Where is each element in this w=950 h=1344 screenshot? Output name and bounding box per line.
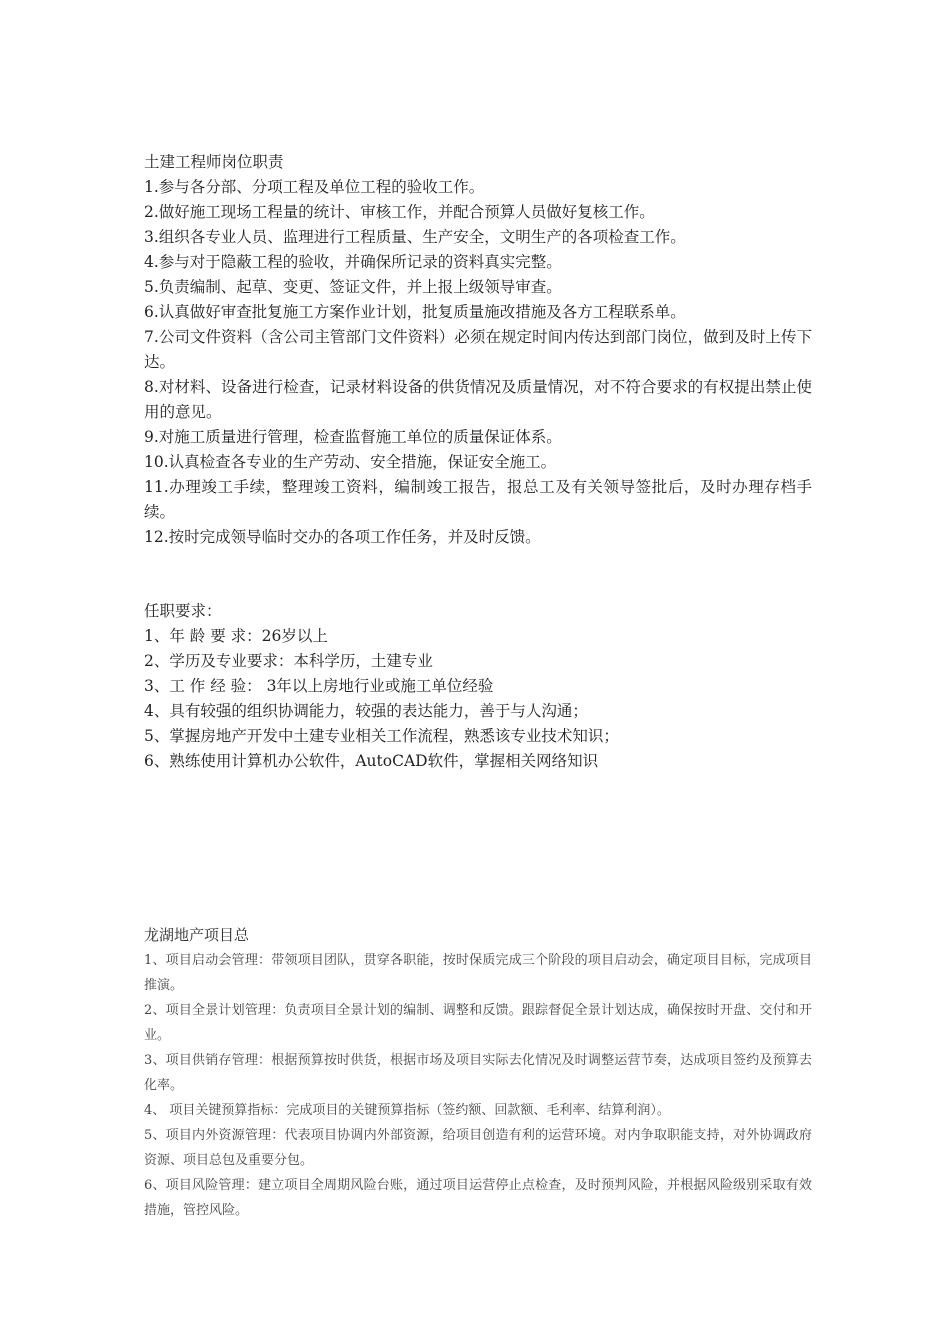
requirement-item: 6、熟练使用计算机办公软件，AutoCAD软件，掌握相关网络知识 [144, 752, 599, 770]
project-manager-section [144, 924, 814, 1223]
duty-item: 1.参与各分部、分项工程及单位工程的验收工作。 [144, 178, 485, 196]
duty-item: 2.做好施工现场工程量的统计、审核工作，并配合预算人员做好复核工作。 [144, 203, 655, 221]
duty-item: 10.认真检查各专业的生产劳动、安全措施，保证安全施工。 [144, 453, 557, 471]
requirement-item: 1、年 龄 要 求：26岁以上 [144, 627, 328, 645]
duty-item: 11.办理竣工手续，整理竣工资料，编制竣工报告，报总工及有关领导签批后，及时办理存档手续。 [144, 478, 812, 521]
requirements-title: 任职要求： [144, 602, 222, 620]
duty-item: 4.参与对于隐蔽工程的验收，并确保所记录的资料真实完整。 [144, 253, 562, 271]
requirement-item: 4、具有较强的组织协调能力，较强的表达能力，善于与人沟通； [144, 702, 588, 720]
responsibility-item: 1、项目启动会管理：带领项目团队，贯穿各职能，按时保质完成三个阶段的项目启动会，确定项目目标，完成项目推演。 [144, 953, 812, 993]
duty-item: 7.公司文件资料（含公司主管部门文件资料）必须在规定时间内传达到部门岗位，做到及时上传下达。 [144, 328, 812, 371]
responsibility-item: 3、项目供销存管理：根据预算按时供货，根据市场及项目实际去化情况及时调整运营节奏，达成项目签约及预算去化率。 [144, 1053, 812, 1093]
responsibility-item: 2、项目全景计划管理：负责项目全景计划的编制、调整和反馈。跟踪督促全景计划达成，确保按时开盘、交付和开业。 [144, 1003, 812, 1043]
duty-item: 6.认真做好审查批复施工方案作业计划，批复质量施改措施及各方工程联系单。 [144, 303, 686, 321]
project-manager-title: 龙湖地产项目总 [144, 926, 250, 944]
duty-item: 5.负责编制、起草、变更、签证文件，并上报上级领导审查。 [144, 278, 562, 296]
duty-item: 3.组织各专业人员、监理进行工程质量、生产安全，文明生产的各项检查工作。 [144, 228, 686, 246]
responsibility-item: 4、 项目关键预算指标：完成项目的关键预算指标（签约额、回款额、毛利率、结算利润）。 [144, 1103, 670, 1118]
requirement-item: 3、工 作 经 验： 3年以上房地行业或施工单位经验 [144, 677, 494, 695]
responsibility-item: 5、项目内外资源管理：代表项目协调内外部资源，给项目创造有利的运营环境。对内争取职能支持，对外协调政府资源、项目总包及重要分包。 [144, 1128, 812, 1168]
job-duties-section [144, 150, 814, 550]
duty-item: 9.对施工质量进行管理，检查监督施工单位的质量保证体系。 [144, 428, 562, 446]
duty-item: 8.对材料、设备进行检查，记录材料设备的供货情况及质量情况，对不符合要求的有权提出禁止使用的意见。 [144, 378, 812, 421]
job-duties-title: 土建工程师岗位职责 [144, 153, 284, 171]
requirement-item: 2、学历及专业要求：本科学历，土建专业 [144, 652, 433, 670]
duty-item: 12.按时完成领导临时交办的各项工作任务，并及时反馈。 [144, 528, 541, 546]
requirements-section [144, 599, 814, 774]
requirement-item: 5、掌握房地产开发中土建专业相关工作流程，熟悉该专业技术知识； [144, 727, 619, 745]
responsibility-item: 6、项目风险管理：建立项目全周期风险台账，通过项目运营停止点检查，及时预判风险，并根据风险级别采取有效措施，管控风险。 [144, 1178, 812, 1218]
